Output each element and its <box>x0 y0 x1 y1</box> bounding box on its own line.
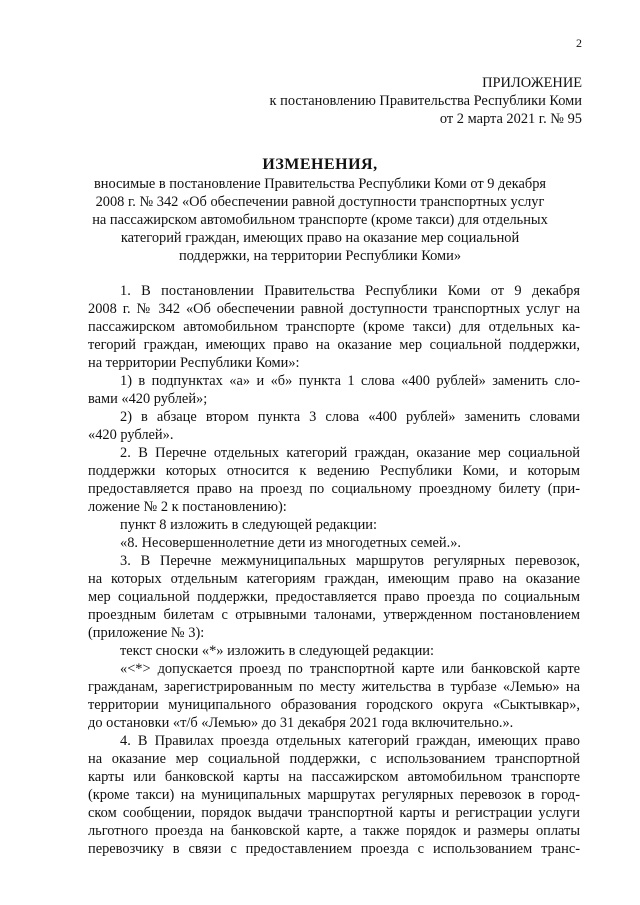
body-line: ском сообщении, порядок выдачи транспортной карты и регистрации услуги <box>88 805 580 821</box>
body-line: проездным билетам с отрывными талонами, утвержденном постановлением <box>88 607 580 623</box>
heading-line: категорий граждан, имеющих право на оказание мер социальной <box>120 230 520 246</box>
body-line: 1) в подпунктах «а» и «б» пункта 1 слова «400 рублей» заменить сло- <box>120 373 580 389</box>
body-line: льготного проезда на банковской карте, а также порядок и размеры оплаты <box>88 823 580 839</box>
body-line: 4. В Правилах проезда отдельных категорий граждан, имеющих право <box>120 733 580 749</box>
body-line: перевозчику в связи с предоставлением проезда с использованием транс- <box>88 841 580 857</box>
body-line: гражданам, зарегистрированным по месту жительства в турбазе «Лемью» на <box>88 679 580 695</box>
heading-line: на пассажирском автомобильном транспорте (кроме такси) для отдельных <box>92 212 548 228</box>
body-line: 2. В Перечне отдельных категорий граждан, оказание мер социальной <box>120 445 580 461</box>
body-line: предоставляется право на проезд по социальному проездному билету (при- <box>88 481 580 497</box>
body-line: (приложение № 3): <box>88 625 205 641</box>
body-line: «420 рублей». <box>88 427 174 443</box>
heading-line: 2008 г. № 342 «Об обеспечении равной доступности транспортных услуг <box>95 194 545 210</box>
body-line: пункт 8 изложить в следующей редакции: <box>120 517 377 533</box>
body-line: на оказание мер социальной поддержки, с использованием транспортной <box>88 751 580 767</box>
appendix-line: к постановлению Правительства Республики Коми <box>269 93 582 109</box>
appendix-title: ПРИЛОЖЕНИЕ <box>482 75 582 91</box>
body-line: 1. В постановлении Правительства Республики Коми от 9 декабря <box>120 283 580 299</box>
body-line: (кроме такси) на муниципальных маршрутах регулярных перевозок в город- <box>88 787 580 803</box>
body-line: 2008 г. № 342 «Об обеспечении равной доступности транспортных услуг на <box>88 301 580 317</box>
body-line: 2) в абзаце втором пункта 3 слова «400 рублей» заменить словами <box>120 409 580 425</box>
heading-title: ИЗМЕНЕНИЯ, <box>262 156 378 173</box>
body-line: «<*> допускается проезд по транспортной карте или банковской карте <box>120 661 580 677</box>
heading-line: поддержки, на территории Республики Коми» <box>178 248 462 264</box>
body-line: пассажирском автомобильном транспорте (кроме такси) для отдельных ка- <box>88 319 580 335</box>
body-line: «8. Несовершеннолетние дети из многодетных семей.». <box>120 535 462 551</box>
appendix-line: от 2 марта 2021 г. № 95 <box>439 111 582 127</box>
body-line: 3. В Перечне межмуниципальных маршрутов регулярных перевозок, <box>120 553 580 569</box>
body-line: территории муниципального образования городского округа «Сыктывкар», <box>88 697 580 713</box>
body-line: поддержки которых относится к ведению Республики Коми, и которым <box>88 463 580 479</box>
body-line: тегорий граждан, имеющих право на оказание мер социальной поддержки, <box>88 337 580 353</box>
body-line: ложение № 2 к постановлению): <box>88 499 287 515</box>
body-line: вами «420 рублей»; <box>88 391 208 407</box>
heading-line: вносимые в постановление Правительства Республики Коми от 9 декабря <box>93 176 547 192</box>
body-line: мер социальной поддержки, предоставляется право проезда по социальным <box>88 589 580 605</box>
body-line: карты или банковской карты на пассажирском автомобильном транспорте <box>88 769 580 785</box>
body-line: на которых отдельным категориям граждан, имеющим право на оказание <box>88 571 580 587</box>
page-number: 2 <box>576 36 582 50</box>
body-line: до остановки «т/б «Лемью» до 31 декабря 2021 года включительно.». <box>88 715 514 731</box>
body-line: текст сноски «*» изложить в следующей редакции: <box>120 643 434 659</box>
body-line: на территории Республики Коми»: <box>88 355 300 371</box>
